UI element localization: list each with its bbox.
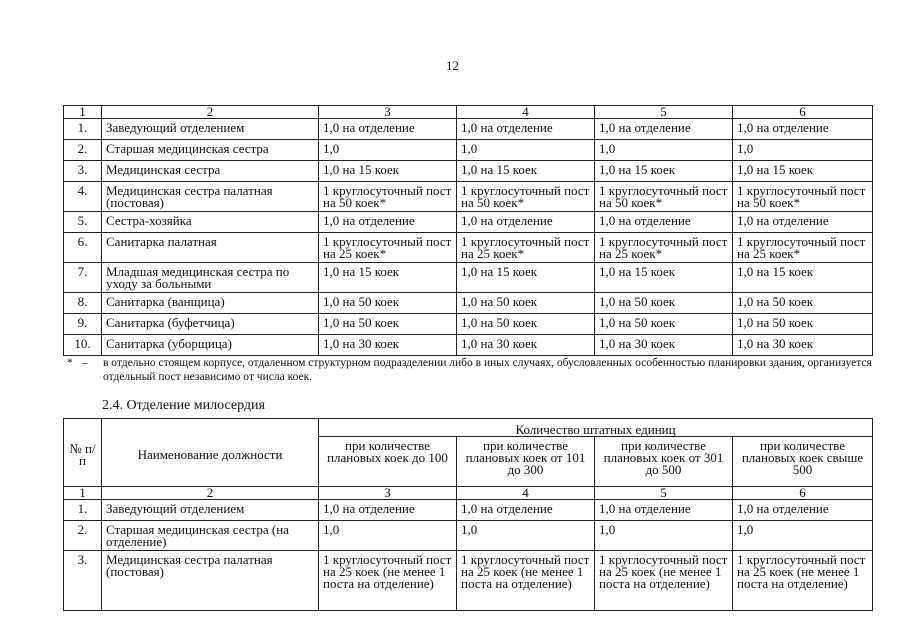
staff-count: 1 круглосуточный пост на 50 коек* — [733, 182, 873, 212]
header-cell: 4 — [457, 106, 595, 119]
staff-count: 1 круглосуточный пост на 25 коек* — [319, 233, 457, 263]
header-cell: 3 — [319, 106, 457, 119]
table-row — [64, 119, 873, 140]
table-row — [64, 293, 873, 314]
staff-count: 1,0 на 15 коек — [733, 263, 873, 293]
staff-count: 1,0 на 50 коек — [733, 314, 873, 335]
staff-count: 1,0 на 30 коек — [595, 335, 733, 356]
column-number: 3 — [319, 487, 457, 500]
row-number: 6. — [64, 233, 102, 263]
column-number-row — [64, 487, 873, 500]
header-staff-units: Количество штатных единиц — [319, 419, 873, 437]
header-position: Наименование должности — [102, 419, 319, 487]
table-row — [64, 263, 873, 293]
staffing-table-1 — [63, 105, 873, 356]
staff-count: 1,0 на 15 коек — [319, 161, 457, 182]
staff-count: 1,0 на отделение — [319, 212, 457, 233]
staff-count: 1,0 — [595, 140, 733, 161]
table-header-row — [64, 419, 873, 437]
column-number: 4 — [457, 487, 595, 500]
staff-count: 1,0 на 50 коек — [457, 293, 595, 314]
position-name: Старшая медицинская сестра (на отделение) — [102, 521, 319, 551]
staff-count: 1,0 на 15 коек — [595, 263, 733, 293]
table-row — [64, 182, 873, 212]
staff-count: 1,0 на отделение — [319, 500, 457, 521]
staff-count: 1,0 на отделение — [595, 500, 733, 521]
row-number: 1. — [64, 500, 102, 521]
staff-count: 1,0 на отделение — [457, 119, 595, 140]
staff-count: 1 круглосуточный пост на 25 коек (не менее 1 поста на отделение) — [595, 551, 733, 611]
staff-count: 1,0 на 50 коек — [457, 314, 595, 335]
row-number: 2. — [64, 140, 102, 161]
subheader-cell: при количестве плановых коек от 301 до 500 — [595, 437, 733, 487]
staff-count: 1 круглосуточный пост на 25 коек (не менее 1 поста на отделение) — [319, 551, 457, 611]
position-name: Медицинская сестра — [102, 161, 319, 182]
staff-count: 1,0 на отделение — [319, 119, 457, 140]
table-row — [64, 551, 873, 611]
row-number: 10. — [64, 335, 102, 356]
column-number: 2 — [102, 487, 319, 500]
subheader-cell: при количестве плановых коек до 100 — [319, 437, 457, 487]
staff-count: 1,0 — [319, 521, 457, 551]
staff-count: 1,0 — [319, 140, 457, 161]
header-cell: 2 — [102, 106, 319, 119]
staff-count: 1,0 на 15 коек — [595, 161, 733, 182]
staff-count: 1 круглосуточный пост на 50 коек* — [595, 182, 733, 212]
header-cell: 5 — [595, 106, 733, 119]
row-number: 2. — [64, 521, 102, 551]
staff-count: 1,0 — [595, 521, 733, 551]
table-row — [64, 314, 873, 335]
position-name: Медицинская сестра палатная (постовая) — [102, 182, 319, 212]
staff-count: 1,0 на 15 коек — [319, 263, 457, 293]
staff-count: 1,0 на 30 коек — [319, 335, 457, 356]
table-row — [64, 335, 873, 356]
table-row — [64, 233, 873, 263]
staff-count: 1,0 на отделение — [457, 500, 595, 521]
staff-count: 1,0 на 50 коек — [319, 293, 457, 314]
row-number: 3. — [64, 161, 102, 182]
staff-count: 1,0 на отделение — [595, 119, 733, 140]
staff-count: 1,0 на 15 коек — [457, 161, 595, 182]
staffing-table-2 — [63, 418, 873, 611]
table-header-row — [64, 106, 873, 119]
position-name: Санитарка (ванщица) — [102, 293, 319, 314]
position-name: Санитарка (уборщица) — [102, 335, 319, 356]
row-number: 4. — [64, 182, 102, 212]
position-name: Младшая медицинская сестра по уходу за больными — [102, 263, 319, 293]
staff-count: 1,0 на отделение — [457, 212, 595, 233]
footnote-star: * — [67, 357, 73, 369]
column-number: 1 — [64, 487, 102, 500]
table-row — [64, 500, 873, 521]
position-name: Санитарка палатная — [102, 233, 319, 263]
row-number: 5. — [64, 212, 102, 233]
table-row — [64, 521, 873, 551]
staff-count: 1 круглосуточный пост на 50 коек* — [457, 182, 595, 212]
staff-count: 1,0 на 15 коек — [457, 263, 595, 293]
page-number: 12 — [446, 58, 459, 73]
staff-count: 1,0 — [457, 140, 595, 161]
staff-count: 1,0 — [733, 140, 873, 161]
column-number: 5 — [595, 487, 733, 500]
staff-count: 1,0 на отделение — [733, 119, 873, 140]
staff-count: 1 круглосуточный пост на 25 коек* — [733, 233, 873, 263]
staff-count: 1,0 на отделение — [595, 212, 733, 233]
table-row — [64, 212, 873, 233]
staff-count: 1,0 — [457, 521, 595, 551]
header-number: № п/п — [64, 419, 102, 487]
row-number: 3. — [64, 551, 102, 611]
position-name: Заведующий отделением — [102, 119, 319, 140]
staff-count: 1,0 на отделение — [733, 212, 873, 233]
staff-count: 1,0 — [733, 521, 873, 551]
row-number: 8. — [64, 293, 102, 314]
section-title: 2.4. Отделение милосердия — [102, 398, 265, 413]
footnote — [63, 356, 872, 384]
table-row — [64, 140, 873, 161]
header-cell: 1 — [64, 106, 102, 119]
position-name: Санитарка (буфетчица) — [102, 314, 319, 335]
position-name: Медицинская сестра палатная (постовая) — [102, 551, 319, 611]
staff-count: 1,0 на 50 коек — [595, 314, 733, 335]
staff-count: 1,0 на 15 коек — [733, 161, 873, 182]
position-name: Сестра-хозяйка — [102, 212, 319, 233]
subheader-cell: при количестве плановых коек свыше 500 — [733, 437, 873, 487]
staff-count: 1,0 на 30 коек — [733, 335, 873, 356]
staff-count: 1,0 на отделение — [733, 500, 873, 521]
staff-count: 1,0 на 50 коек — [733, 293, 873, 314]
footnote-text: в отдельно стоящем корпусе, отдаленном структурном подразделении либо в иных случаях, обусловленных особенностью планировки здания, организуется отдельный пост независимо от числа коек. — [103, 357, 872, 383]
table-row — [64, 161, 873, 182]
staff-count: 1 круглосуточный пост на 25 коек* — [595, 233, 733, 263]
position-name: Заведующий отделением — [102, 500, 319, 521]
staff-count: 1,0 на 50 коек — [319, 314, 457, 335]
row-number: 9. — [64, 314, 102, 335]
column-number: 6 — [733, 487, 873, 500]
footnote-dash: – — [82, 357, 88, 369]
row-number: 7. — [64, 263, 102, 293]
staff-count: 1 круглосуточный пост на 25 коек (не менее 1 поста на отделение) — [733, 551, 873, 611]
subheader-cell: при количестве плановых коек от 101 до 300 — [457, 437, 595, 487]
staff-count: 1 круглосуточный пост на 25 коек* — [457, 233, 595, 263]
header-cell: 6 — [733, 106, 873, 119]
staff-count: 1 круглосуточный пост на 25 коек (не менее 1 поста на отделение) — [457, 551, 595, 611]
position-name: Старшая медицинская сестра — [102, 140, 319, 161]
staff-count: 1,0 на 30 коек — [457, 335, 595, 356]
row-number: 1. — [64, 119, 102, 140]
staff-count: 1,0 на 50 коек — [595, 293, 733, 314]
staff-count: 1 круглосуточный пост на 50 коек* — [319, 182, 457, 212]
